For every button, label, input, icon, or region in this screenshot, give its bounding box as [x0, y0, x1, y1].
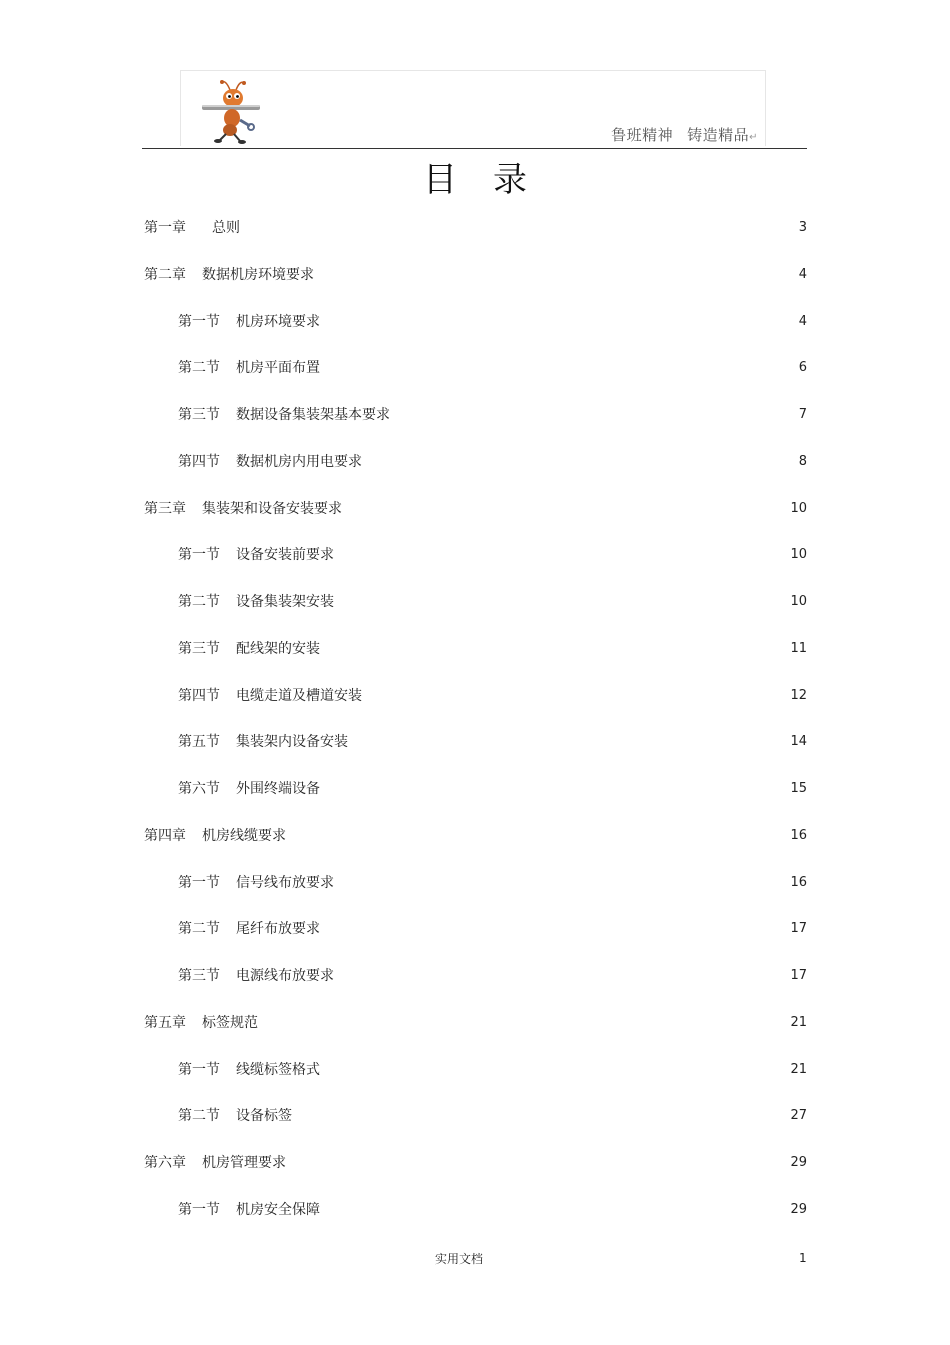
toc-entry-title: 配线架的安装: [236, 641, 320, 657]
toc-entry-title: 数据设备集装架基本要求: [236, 407, 390, 423]
toc-entry-page: 3: [798, 220, 807, 235]
toc-entry[interactable]: [142, 264, 807, 286]
toc-entry[interactable]: [142, 544, 807, 566]
toc-entry-title: 线缆标签格式: [236, 1062, 320, 1078]
toc-entry-label: 第一节: [178, 875, 220, 891]
toc-entry-page: 29: [790, 1202, 807, 1217]
toc-entry-title: 信号线布放要求: [236, 875, 334, 891]
toc-entry[interactable]: [142, 731, 807, 753]
toc-entry-page: 17: [790, 968, 807, 983]
toc-entry-label: 第三节: [178, 407, 220, 423]
toc-entry-page: 7: [798, 407, 807, 422]
toc-entry[interactable]: [142, 451, 807, 473]
toc-entry-label: 第三节: [178, 641, 220, 657]
toc-entry-page: 12: [790, 688, 807, 703]
toc-entry-page: 6: [798, 360, 807, 375]
toc-entry-page: 16: [790, 828, 807, 843]
toc-entry[interactable]: [142, 638, 807, 660]
header-rule: [142, 148, 807, 149]
toc-entry[interactable]: [142, 1105, 807, 1127]
toc-entry-label: 第二章: [144, 267, 186, 283]
toc-entry-page: 17: [790, 921, 807, 936]
header-slogan: [611, 124, 758, 145]
toc-entry-label: 第一章: [144, 220, 186, 236]
toc-entry[interactable]: [142, 1059, 807, 1081]
toc-entry[interactable]: [142, 311, 807, 333]
toc-entry-title: 集装架内设备安装: [236, 734, 348, 750]
toc-entry[interactable]: [142, 217, 807, 239]
toc-entry-title: 机房线缆要求: [202, 828, 286, 844]
toc-entry-page: 4: [798, 314, 807, 329]
footer-text: 实用文档: [434, 1252, 483, 1266]
slogan-part2: 铸造精品: [687, 126, 750, 144]
toc-entry[interactable]: [142, 778, 807, 800]
toc-entry-label: 第二节: [178, 594, 220, 610]
toc-entry[interactable]: [142, 1199, 807, 1221]
toc-entry[interactable]: [142, 498, 807, 520]
toc-entry-page: 15: [790, 781, 807, 796]
footer-page-number: 1: [799, 1251, 807, 1265]
toc-entry-label: 第五章: [144, 1015, 186, 1031]
toc-entry[interactable]: [142, 357, 807, 379]
toc-entry[interactable]: [142, 872, 807, 894]
paragraph-mark: ↵: [749, 132, 758, 143]
toc-entry-title: 数据机房内用电要求: [236, 454, 362, 470]
toc-entry-label: 第一节: [178, 1202, 220, 1218]
toc-entry-page: 10: [790, 594, 807, 609]
toc-entry-page: 14: [790, 734, 807, 749]
toc-entry-title: 机房平面布置: [236, 360, 320, 376]
toc-entry[interactable]: [142, 918, 807, 940]
toc-entry-page: 4: [798, 267, 807, 282]
toc-entry[interactable]: [142, 404, 807, 426]
toc-entry-label: 第四节: [178, 454, 220, 470]
ant-carpenter-logo-icon: [196, 76, 266, 144]
toc-entry[interactable]: [142, 825, 807, 847]
toc-entry-title: 机房管理要求: [202, 1155, 286, 1171]
page-title: 目录: [423, 160, 563, 200]
toc-entry-title: 尾纤布放要求: [236, 921, 320, 937]
toc-entry-label: 第一节: [178, 314, 220, 330]
toc-entry-label: 第一节: [178, 1062, 220, 1078]
toc-entry-title: 电源线布放要求: [236, 968, 334, 984]
toc-entry-label: 第五节: [178, 734, 220, 750]
toc-entry-page: 29: [790, 1155, 807, 1170]
toc-entry-page: 16: [790, 875, 807, 890]
toc-entry-page: 8: [798, 454, 807, 469]
toc-entry-label: 第四节: [178, 688, 220, 704]
toc-entry-page: 11: [790, 641, 807, 656]
toc-entry-title: 设备安装前要求: [236, 547, 334, 563]
toc-entry-page: 27: [790, 1108, 807, 1123]
toc-entry-title: 设备标签: [236, 1108, 292, 1124]
slogan-part1: 鲁班精神: [611, 126, 674, 144]
toc-entry-label: 第三节: [178, 968, 220, 984]
toc-entry-label: 第二节: [178, 921, 220, 937]
toc-entry[interactable]: [142, 965, 807, 987]
toc-entry-title: 外围终端设备: [236, 781, 320, 797]
toc-entry-label: 第六节: [178, 781, 220, 797]
toc-entry[interactable]: [142, 1012, 807, 1034]
toc-entry-title: 集装架和设备安装要求: [202, 501, 342, 517]
toc-entry-label: 第四章: [144, 828, 186, 844]
toc-entry-title: 标签规范: [202, 1015, 258, 1031]
toc-entry[interactable]: [142, 685, 807, 707]
toc-entry-page: 10: [790, 547, 807, 562]
toc-entry-title: 机房安全保障: [236, 1202, 320, 1218]
toc-entry[interactable]: [142, 591, 807, 613]
toc-entry[interactable]: [142, 1152, 807, 1174]
toc-entry-label: 第六章: [144, 1155, 186, 1171]
toc-entry-page: 10: [790, 501, 807, 516]
toc-entry-label: 第一节: [178, 547, 220, 563]
toc-entry-page: 21: [790, 1062, 807, 1077]
toc-entry-title: 机房环境要求: [236, 314, 320, 330]
toc-entry-title: 电缆走道及槽道安装: [236, 688, 362, 704]
toc-entry-label: 第二节: [178, 360, 220, 376]
toc-entry-page: 21: [790, 1015, 807, 1030]
toc-entry-title: 设备集装架安装: [236, 594, 334, 610]
toc-entry-label: 第三章: [144, 501, 186, 517]
toc-entry-title: 总则: [212, 220, 240, 236]
toc-entry-title: 数据机房环境要求: [202, 267, 314, 283]
toc-entry-label: 第二节: [178, 1108, 220, 1124]
